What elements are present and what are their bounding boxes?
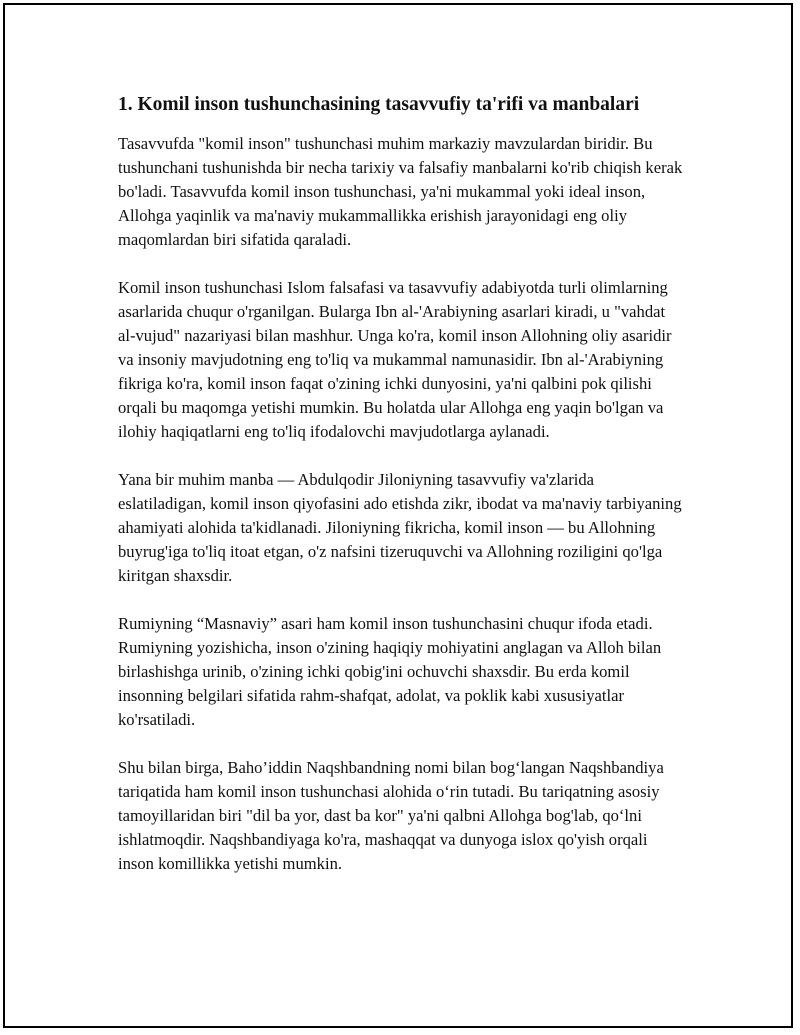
paragraph-4: Rumiyning “Masnaviy” asari ham komil inson tushunchasini chuqur ifoda etadi. Rumiyning yozishicha, inson o'zining haqiqiy mohiyatini anglagan va Alloh bilan birlashishga urinib, o'zining ichki qobig'ini ochuvchi shaxsdir. Bu erda komil insonning belgilari sifatida rahm-shafqat, adolat, va poklik kabi xususiyatlar ko'rsatiladi. <box>118 614 662 729</box>
paragraph-1: Tasavvufda "komil inson" tushunchasi muhim markaziy mavzulardan biridir. Bu tushunchani tushunishda bir necha tarixiy va falsafiy manbalarni ko'rib chiqish kerak bo'ladi. Tasavvufda komil inson tushunchasi, ya'ni mukammal yoki ideal inson, Allohga yaqinlik va ma'naviy mukammallikka erishish jarayonidagi eng oliy maqomlardan biri sifatida qaraladi. <box>118 134 683 249</box>
document-body <box>118 92 686 900</box>
paragraph-2: Komil inson tushunchasi Islom falsafasi va tasavvufiy adabiyotda turli olimlarning asarlarida chuqur o'rganilgan. Bularga Ibn al-'Arabiyning asarlari kiradi, u "vahdat al-vujud" nazariyasi bilan mashhur. Unga ko'ra, komil inson Allohning oliy asaridir va insoniy mavjudotning eng to'liq va mukammal namunasidir. Ibn al-'Arabiyning fikriga ko'ra, komil inson faqat o'zining ichki dunyosini, ya'ni qalbini pok qilishi orqali bu maqomga yetishi mumkin. Bu holatda ular Allohga eng yaqin bo'lgan va ilohiy haqiqatlarni eng to'liq ifodalovchi mavjudotlarga aylanadi. <box>118 278 672 441</box>
paragraph-3: Yana bir muhim manba — Abdulqodir Jiloniyning tasavvufiy va'zlarida eslatiladigan, komil inson qiyofasini ado etishda zikr, ibodat va ma'naviy tarbiyaning ahamiyati alohida ta'kidlanadi. Jiloniyning fikricha, komil inson — bu Allohning buyrug'iga to'liq itoat etgan, o'z nafsini tizeruquvchi va Allohning roziligini qo'lga kiritgan shaxsdir. <box>118 470 682 585</box>
section-heading: 1. Komil inson tushunchasining tasavvufiy ta'rifi va manbalari <box>118 94 640 115</box>
paragraph-5: Shu bilan birga, Baho’iddin Naqshbandning nomi bilan bog‘langan Naqshbandiya tariqatida ham komil inson tushunchasi alohida o‘rin tutadi. Bu tariqatning asosiy tamoyillaridan biri "dil ba yor, dast ba kor" ya'ni qalbni Allohga bog'lab, qo‘lni ishlatmoqdir. Naqshbandiyaga ko'ra, mashaqqat va dunyoga islox qo'yish orqali inson komillikka yetishi mumkin. <box>118 758 664 873</box>
